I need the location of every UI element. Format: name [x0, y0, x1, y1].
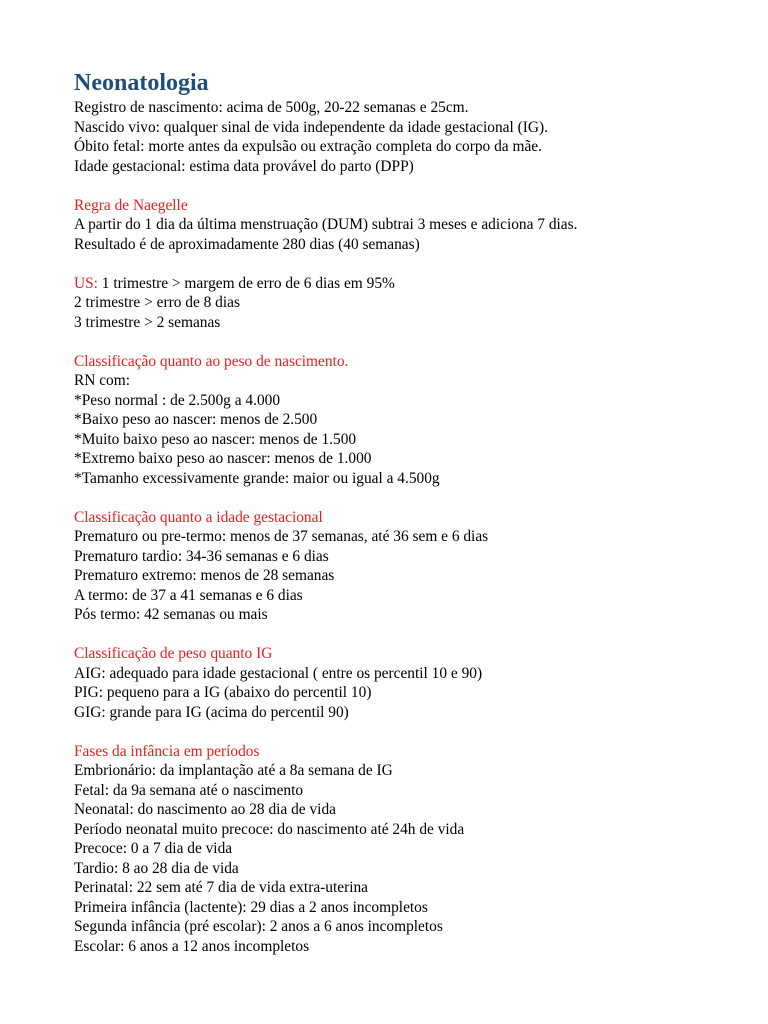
section-line: Embrionário: da implantação até a 8a semana de IG: [74, 762, 393, 779]
intro-section: [74, 98, 744, 176]
section-line: *Baixo peso ao nascer: menos de 2.500: [74, 411, 318, 428]
fases-section: [74, 742, 744, 957]
section-line: Pós termo: 42 semanas ou mais: [74, 606, 268, 623]
section-line: A partir do 1 dia da última menstruação (DUM) subtrai 3 meses e adiciona 7 dias.: [74, 216, 578, 233]
peso-section: [74, 352, 744, 489]
section-line: Prematuro tardio: 34-36 semanas e 6 dias: [74, 547, 329, 565]
section-line: *Muito baixo peso ao nascer: menos de 1.500: [74, 430, 357, 448]
section-line: Precoce: 0 a 7 dia de vida: [74, 840, 233, 857]
section-line: 2 trimestre > erro de 8 dias: [74, 294, 240, 311]
section-line: AIG: adequado para idade gestacional ( entre os percentil 10 e 90): [74, 664, 483, 682]
spacer: [74, 332, 744, 352]
section-line: Neonatal: do nascimento ao 28 dia de vida: [74, 801, 336, 818]
section-line: Período neonatal muito precoce: do nascimento até 24h de vida: [74, 820, 465, 838]
spacer: [74, 625, 744, 645]
section-line: Resultado é de aproximadamente 280 dias (40 semanas): [74, 235, 420, 253]
us-section: [74, 274, 744, 333]
section-line: Tardio: 8 ao 28 dia de vida: [74, 859, 239, 877]
naegelle-section: [74, 196, 744, 255]
intro-line: Nascido vivo: qualquer sinal de vida independente da idade gestacional (IG).: [74, 118, 548, 136]
spacer: [74, 488, 744, 508]
section-line: A termo: de 37 a 41 semanas e 6 dias: [74, 586, 303, 604]
section-heading: Regra de Naegelle: [74, 196, 188, 214]
section-line: Prematuro ou pre-termo: menos de 37 semanas, até 36 sem e 6 dias: [74, 528, 489, 545]
section-line: Escolar: 6 anos a 12 anos incompletos: [74, 937, 310, 955]
section-line: *Tamanho excessivamente grande: maior ou igual a 4.500g: [74, 469, 440, 487]
section-line: Fetal: da 9a semana até o nascimento: [74, 781, 304, 799]
section-heading: Classificação de peso quanto IG: [74, 645, 273, 662]
us-first-line: [74, 274, 744, 294]
page-title: Neonatologia: [74, 70, 209, 96]
section-line: Segunda infância (pré escolar): 2 anos a 6 anos incompletos: [74, 918, 443, 935]
pesoig-section: [74, 644, 744, 722]
intro-line: Registro de nascimento: acima de 500g, 20-22 semanas e 25cm.: [74, 99, 469, 116]
spacer: [74, 722, 744, 742]
spacer: [74, 254, 744, 274]
document-page: [74, 68, 744, 956]
section-line: Prematuro extremo: menos de 28 semanas: [74, 567, 335, 584]
section-line: Primeira infância (lactente): 29 dias a 2 anos incompletos: [74, 898, 428, 916]
section-heading: Fases da infância em períodos: [74, 742, 260, 760]
section-heading: Classificação quanto a idade gestacional: [74, 508, 323, 526]
section-line: *Extremo baixo peso ao nascer: menos de 1.000: [74, 450, 372, 467]
us-first-text: 1 trimestre > margem de erro de 6 dias em 95%: [97, 274, 395, 292]
section-line: 3 trimestre > 2 semanas: [74, 313, 221, 331]
intro-line: Idade gestacional: estima data provável do parto (DPP): [74, 157, 414, 175]
section-line: *Peso normal : de 2.500g a 4.000: [74, 391, 281, 409]
section-line: GIG: grande para IG (acima do percentil 90): [74, 703, 349, 721]
section-line: PIG: pequeno para a IG (abaixo do percentil 10): [74, 684, 372, 701]
section-line: Perinatal: 22 sem até 7 dia de vida extra-uterina: [74, 879, 369, 896]
section-heading: Classificação quanto ao peso de nascimento.: [74, 352, 349, 370]
spacer: [74, 176, 744, 196]
idade-section: [74, 508, 744, 625]
section-line: RN com:: [74, 372, 131, 389]
intro-line: Óbito fetal: morte antes da expulsão ou extração completa do corpo da mãe.: [74, 138, 542, 155]
us-label: US:: [74, 274, 98, 292]
